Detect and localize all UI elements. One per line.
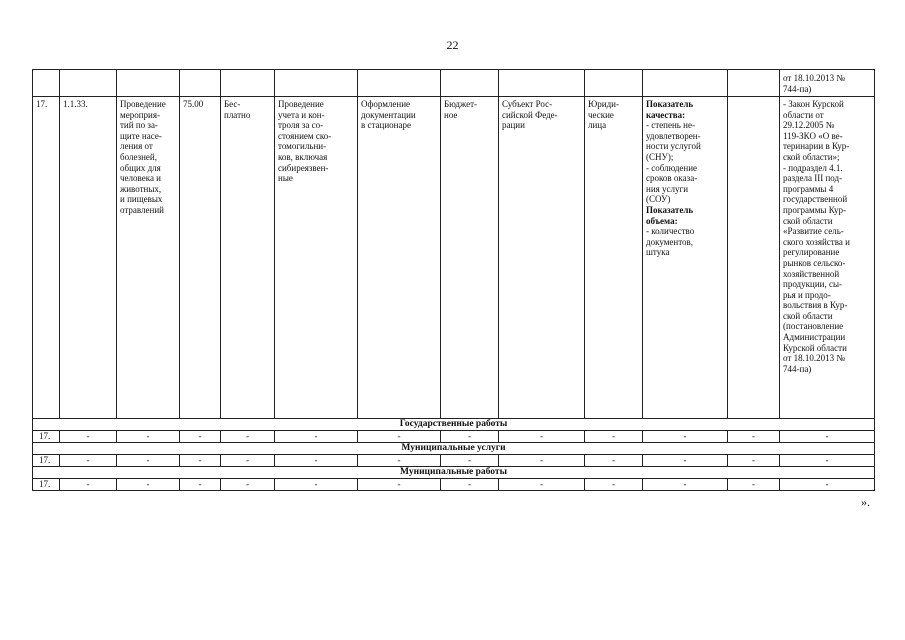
owner: Субъект Рос- сийской Феде- рации [499,97,585,419]
empty-cell: - [728,431,780,443]
service-content: Проведение учета и кон- троля за со- стоянием ско- томогильни- ков, включая сибиреязвен- ные [275,97,358,419]
empty-cell: - [441,431,499,443]
table-row [33,431,875,443]
service-code: 1.1.33. [60,97,117,419]
empty-cell: - [180,479,221,491]
empty-cell: - [499,431,585,443]
quality-items: - степень не- удовлетворен- ности услугой (СНУ); - соблюдение сроков оказа- ния услуги (СОУ) [646,120,701,205]
legal-basis: - Закон Курской области от 29.12.2005 № 119-ЗКО «О ве- теринарии в Кур- ской области»; - подраздел 4.1. раздела III под- программы 4 государственной программы Кур- ской области «Развитие сель- ского хозяйства и регулирование рынков сельско- хозяйственной продукции, сы- рья и продо- вольствия в Кур- ской области (постановление Администрации Курской области от 18.10.2013 № 744-па) [780,97,875,419]
consumers: Юриди- ческие лица [585,97,643,419]
empty-cell: - [60,479,117,491]
table-row [33,97,875,419]
empty-cell: - [117,455,180,467]
empty-cell: - [117,431,180,443]
table-row [33,455,875,467]
indicators [643,97,728,419]
institution-type: Бюджет- ное [441,97,499,419]
empty-cell: - [60,431,117,443]
table-row-continuation [33,70,875,97]
row-number: 17. [33,431,60,443]
payment-type: Бес- платно [221,97,275,419]
section-header [33,467,875,479]
empty-cell: - [180,431,221,443]
empty-cell: - [60,455,117,467]
table-row [33,479,875,491]
empty-cell: - [441,455,499,467]
quality-header: Показатель качества: [646,99,694,120]
empty-cell: - [358,455,441,467]
empty-cell: - [441,479,499,491]
empty-cell: - [643,455,728,467]
provision-form: Оформление документации в стационаре [358,97,441,419]
section-header [33,419,875,431]
empty-cell: - [585,431,643,443]
empty-cell: - [585,479,643,491]
section-title: Государственные работы [33,419,875,431]
section-title: Муниципальные работы [33,467,875,479]
empty-cell: - [180,455,221,467]
row-number: 17. [33,97,60,419]
empty-cell: - [275,479,358,491]
row-number: 17. [33,455,60,467]
service-name: Проведение мероприя- тий по за- щите насе- ления от болезней, общих для человека и животных, и пищевых отравлений [117,97,180,419]
section-title: Муниципальные услуги [33,443,875,455]
empty-cell: - [643,479,728,491]
empty-cell: - [221,455,275,467]
empty-cell: - [643,431,728,443]
empty-cell: - [117,479,180,491]
empty-cell: - [221,431,275,443]
empty-cell: - [780,431,875,443]
empty-cell: - [780,455,875,467]
empty-cell: - [499,455,585,467]
closing-quote: ». [861,495,870,509]
section-header [33,443,875,455]
empty-cell: - [780,479,875,491]
volume-header: Показатель объема: [646,204,694,226]
services-table [32,69,875,491]
empty-cell: - [358,431,441,443]
empty-cell: - [221,479,275,491]
row-number: 17. [33,479,60,491]
empty-cell: - [728,479,780,491]
empty-cell: - [499,479,585,491]
empty-cell: - [275,431,358,443]
okved-code: 75.00 [180,97,221,419]
empty-cell: - [275,455,358,467]
empty-cell: - [358,479,441,491]
page-number: 22 [446,38,459,52]
empty-cell: - [585,455,643,467]
volume-items: - количество документов, штука [646,226,695,258]
empty-cell: - [728,455,780,467]
legal-basis-continued: от 18.10.2013 № 744-па) [780,70,875,97]
